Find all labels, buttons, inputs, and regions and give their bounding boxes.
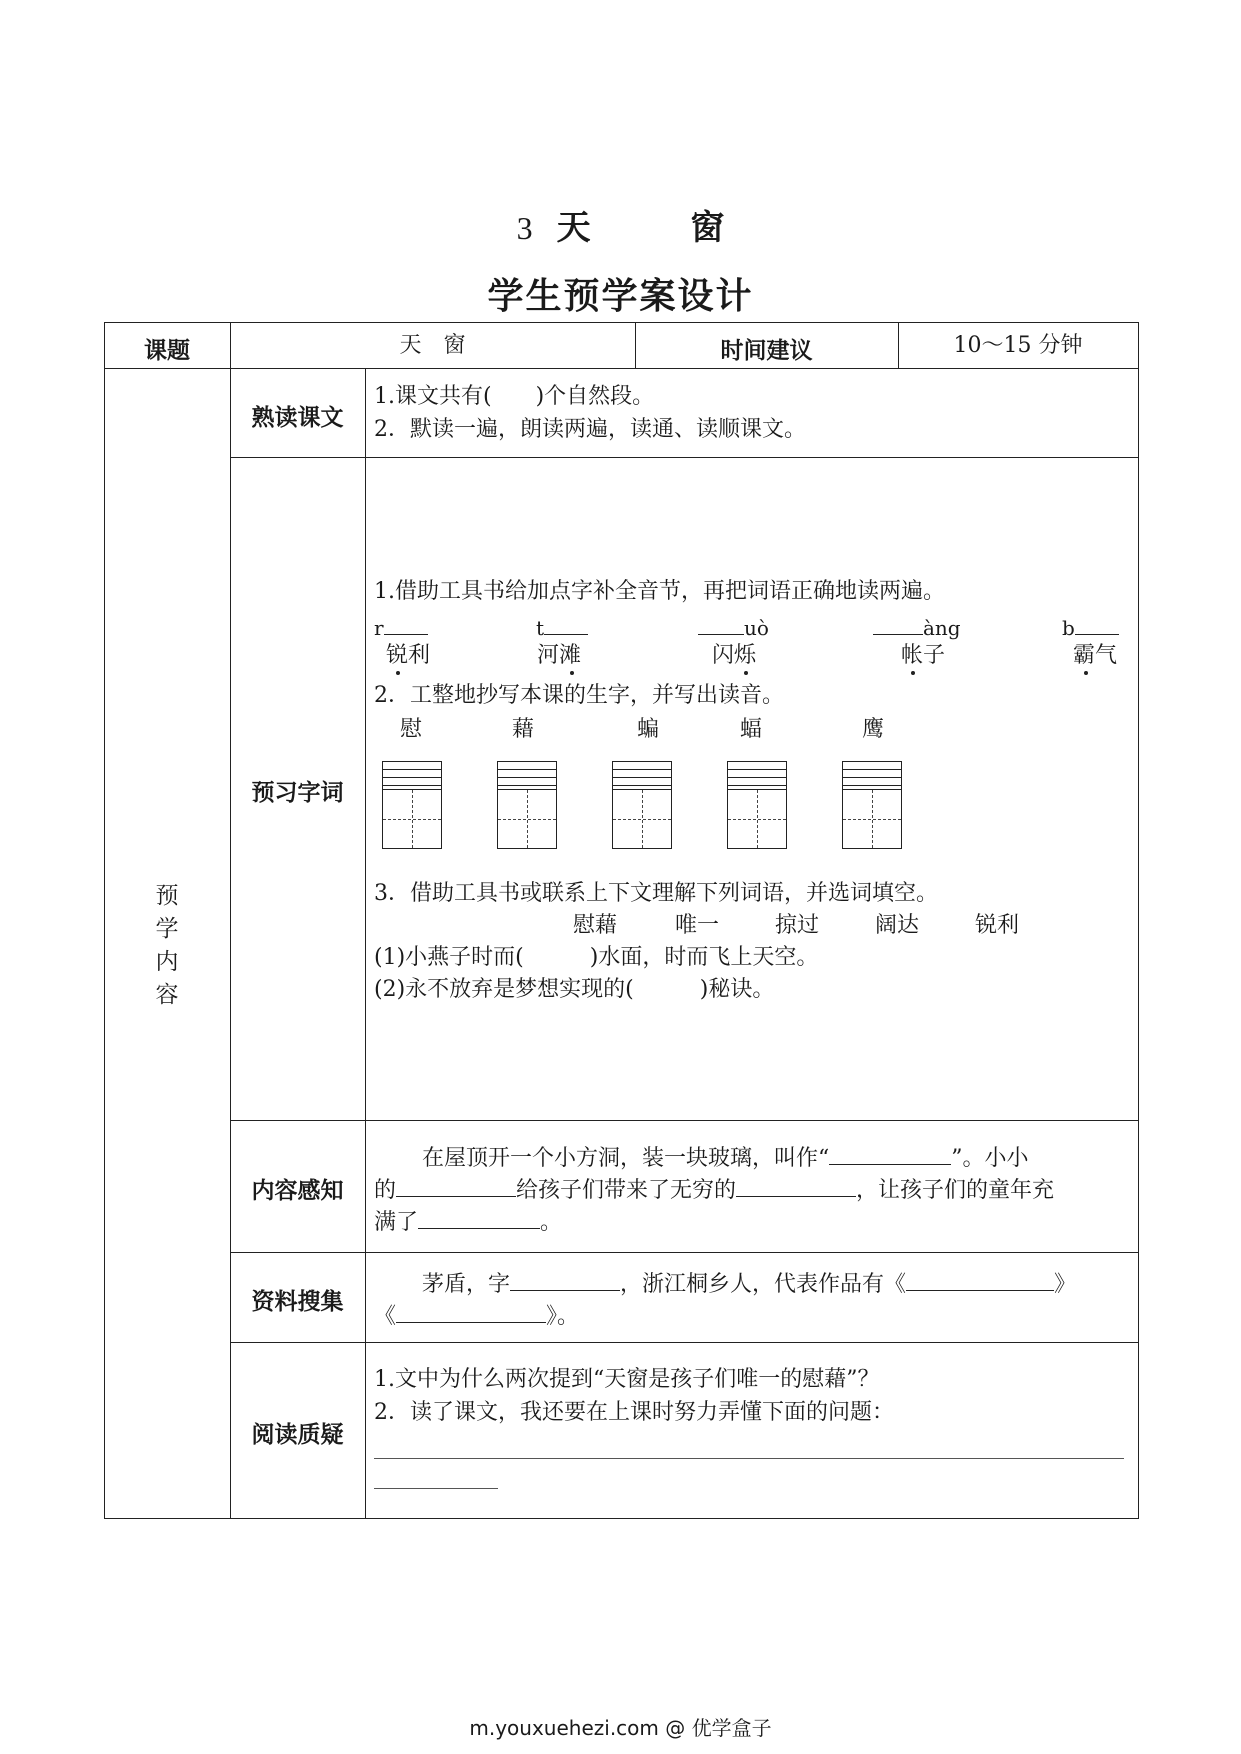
- section-label-research: 资料搜集: [251, 1289, 344, 1315]
- writing-grid[interactable]: [727, 761, 787, 849]
- writing-grid[interactable]: [382, 761, 442, 849]
- question-line-2: 2．读了课文，我还要在上课时努力弄懂下面的问题：: [374, 1400, 894, 1425]
- page-subtitle: 学生预学案设计: [487, 276, 754, 317]
- side-label: [104, 880, 230, 1012]
- emphasis-dot: [744, 671, 748, 675]
- emphasis-dot: [396, 671, 400, 675]
- choice-word: 掠过: [775, 913, 820, 938]
- pinyin-word: 锐利: [386, 643, 431, 668]
- choice-word: 唯一: [675, 913, 720, 938]
- pinyin-word: 河滩: [537, 643, 582, 668]
- answer-blank[interactable]: [510, 1266, 620, 1291]
- writing-grid[interactable]: [612, 761, 672, 849]
- writing-grid[interactable]: [497, 761, 557, 849]
- research-line-2: 《 》。: [374, 1298, 579, 1333]
- pinyin-item: uò: [698, 610, 769, 644]
- side-label-char: 容: [155, 982, 179, 1008]
- perception-line-3: 满了 。: [374, 1204, 562, 1239]
- question-line-1: 1.文中为什么两次提到“天窗是孩子们唯一的慰藉”？: [374, 1367, 880, 1392]
- section-label-perception: 内容感知: [251, 1178, 344, 1204]
- read-line-2: 2．默读一遍，朗读两遍，读通、读顺课文。: [374, 417, 806, 442]
- side-label-char: 内: [155, 949, 179, 975]
- side-label-char: 预: [155, 883, 179, 909]
- pinyin-word: 霸气: [1073, 643, 1118, 668]
- lesson-number: 3: [516, 210, 533, 246]
- answer-blank[interactable]: [736, 1172, 856, 1197]
- answer-blank[interactable]: [396, 1172, 516, 1197]
- time-label: 时间建议: [720, 338, 813, 364]
- words-q1: 1.借助工具书给加点字补全音节，再把词语正确地读两遍。: [374, 579, 945, 604]
- new-char: 蝙: [637, 717, 660, 742]
- lesson-title: [0, 200, 1241, 249]
- pinyin-word: 闪烁: [712, 643, 757, 668]
- read-line-1: 1.课文共有( )个自然段。: [374, 384, 655, 409]
- words-q3: 3．借助工具书或联系上下文理解下列词语，并选词填空。: [374, 881, 938, 906]
- pinyin-item: àng: [873, 610, 961, 644]
- research-line-1: 茅盾，字 ，浙江桐乡人，代表作品有《 》: [422, 1266, 1076, 1301]
- side-label-char: 学: [155, 916, 179, 942]
- footer-watermark: m.youxuehezi.com @ 优学盒子: [469, 1716, 772, 1740]
- answer-blank[interactable]: [906, 1266, 1054, 1291]
- fill-line-2: (2)永不放弃是梦想实现的( )秘诀。: [374, 977, 775, 1002]
- words-q2: 2．工整地抄写本课的生字，并写出读音。: [374, 683, 784, 708]
- perception-line-2: 的 给孩子们带来了无穷的 ，让孩子们的童年充: [374, 1172, 1054, 1207]
- emphasis-dot: [1084, 671, 1088, 675]
- perception-line-1: 在屋顶开一个小方洞，装一块玻璃，叫作“ ”。小小: [422, 1140, 1029, 1175]
- pinyin-item: t: [536, 610, 588, 644]
- section-label-read: 熟读课文: [251, 405, 344, 431]
- topic-label: 课题: [144, 338, 190, 364]
- time-value: 10～15 分钟: [953, 333, 1083, 358]
- answer-line[interactable]: [374, 1488, 498, 1489]
- pinyin-item: b: [1062, 610, 1119, 644]
- new-char: 鹰: [862, 717, 885, 742]
- answer-blank[interactable]: [418, 1204, 540, 1229]
- answer-line[interactable]: [374, 1458, 1124, 1459]
- new-char: 藉: [512, 717, 535, 742]
- emphasis-dot: [911, 671, 915, 675]
- new-char: 蝠: [740, 717, 763, 742]
- section-label-words: 预习字词: [251, 780, 344, 806]
- fill-line-1: (1)小燕子时而( )水面，时而飞上天空。: [374, 945, 819, 970]
- writing-grid[interactable]: [842, 761, 902, 849]
- choice-word: 慰藉: [573, 913, 618, 938]
- answer-blank[interactable]: [396, 1298, 546, 1323]
- lesson-title-text: 天 窗: [556, 208, 769, 248]
- choice-word: 阔达: [875, 913, 920, 938]
- topic-value: 天 窗: [399, 333, 466, 358]
- section-label-questions: 阅读质疑: [251, 1422, 344, 1448]
- new-char: 慰: [400, 717, 423, 742]
- emphasis-dot: [570, 671, 574, 675]
- pinyin-item: r: [374, 610, 428, 644]
- pinyin-word: 帐子: [901, 643, 946, 668]
- choice-word: 锐利: [975, 913, 1020, 938]
- answer-blank[interactable]: [829, 1140, 951, 1165]
